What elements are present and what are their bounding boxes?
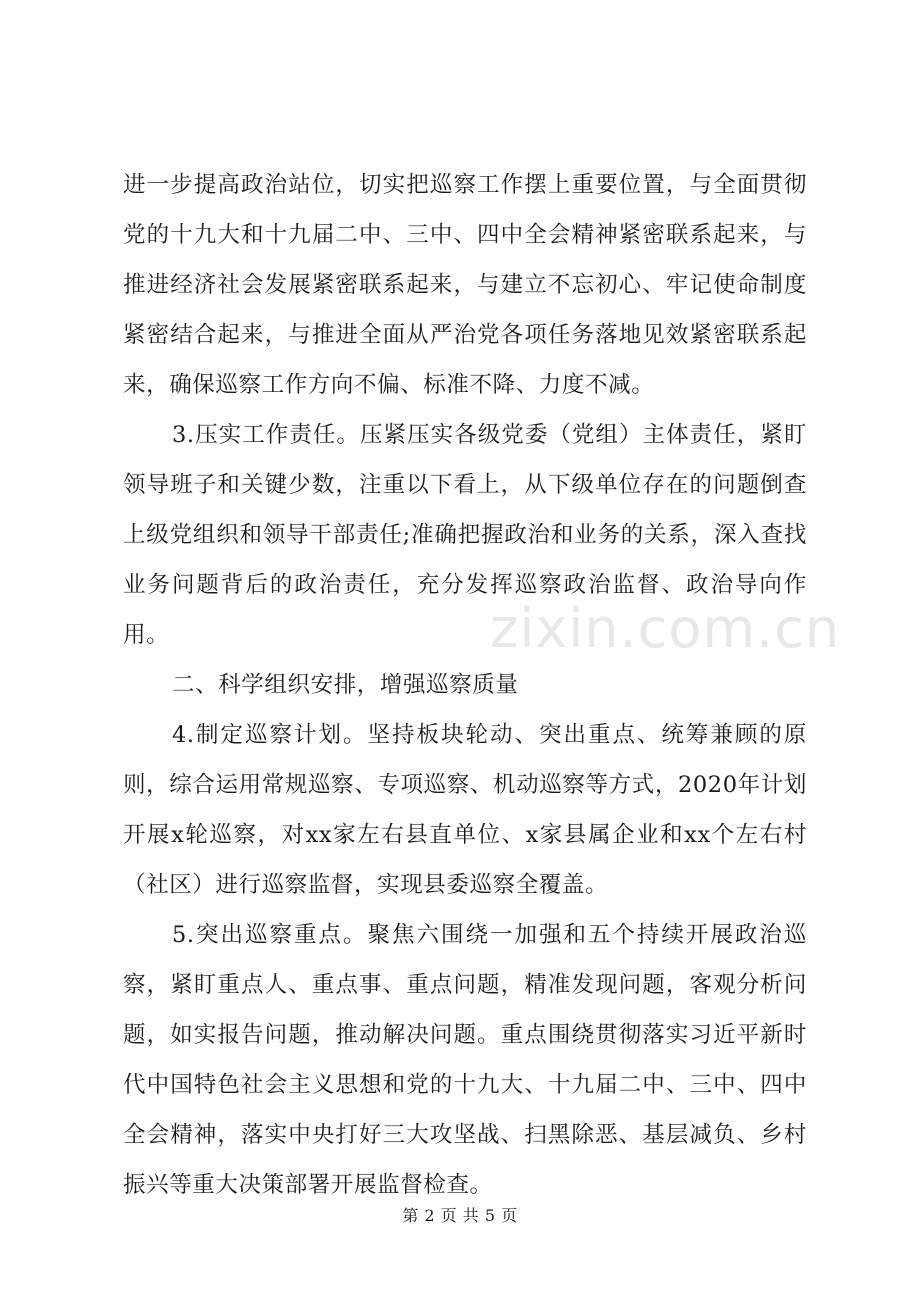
- page-number-footer: 第 2 页 共 5 页: [402, 1206, 518, 1225]
- paragraph-2: 3.压实工作责任。压紧压实各级党委（党组）主体责任，紧盯领导班子和关键少数，注重以下看上，从下级单位存在的问题倒查上级党组织和领导干部责任;准确把握政治和业务的关系，深入查找业务问题背后的政治责任，充分发挥巡察政治监督、政治导向作用。: [123, 422, 807, 648]
- paragraph-1: 进一步提高政治站位，切实把巡察工作摆上重要位置，与全面贯彻党的十九大和十九届二中、三中、四中全会精神紧密联系起来，与推进经济社会发展紧密联系起来，与建立不忘初心、牢记使命制度紧密结合起来，与推进全面从严治党各项任务落地见效紧密联系起来，确保巡察工作方向不偏、标准不降、力度不减。: [123, 172, 807, 398]
- watermark: zixin.com.cn: [490, 597, 841, 660]
- paragraph-4: 4.制定巡察计划。坚持板块轮动、突出重点、统筹兼顾的原则，综合运用常规巡察、专项巡察、机动巡察等方式，2020年计划开展x轮巡察，对xx家左右县直单位、x家县属企业和xx个左右村（社区）进行巡察监督，实现县委巡察全覆盖。: [123, 722, 807, 898]
- paragraph-5: 5.突出巡察重点。聚焦六围绕一加强和五个持续开展政治巡察，紧盯重点人、重点事、重点问题，精准发现问题，客观分析问题，如实报告问题，推动解决问题。重点围绕贯彻落实习近平新时代中国特色社会主义思想和党的十九大、十九届二中、三中、四中全会精神，落实中央打好三大攻坚战、扫黑除恶、基层减负、乡村振兴等重大决策部署开展监督检查。: [123, 922, 807, 1198]
- document-body: [123, 160, 841, 1210]
- section-heading: 二、科学组织安排，增强巡察质量: [172, 672, 519, 698]
